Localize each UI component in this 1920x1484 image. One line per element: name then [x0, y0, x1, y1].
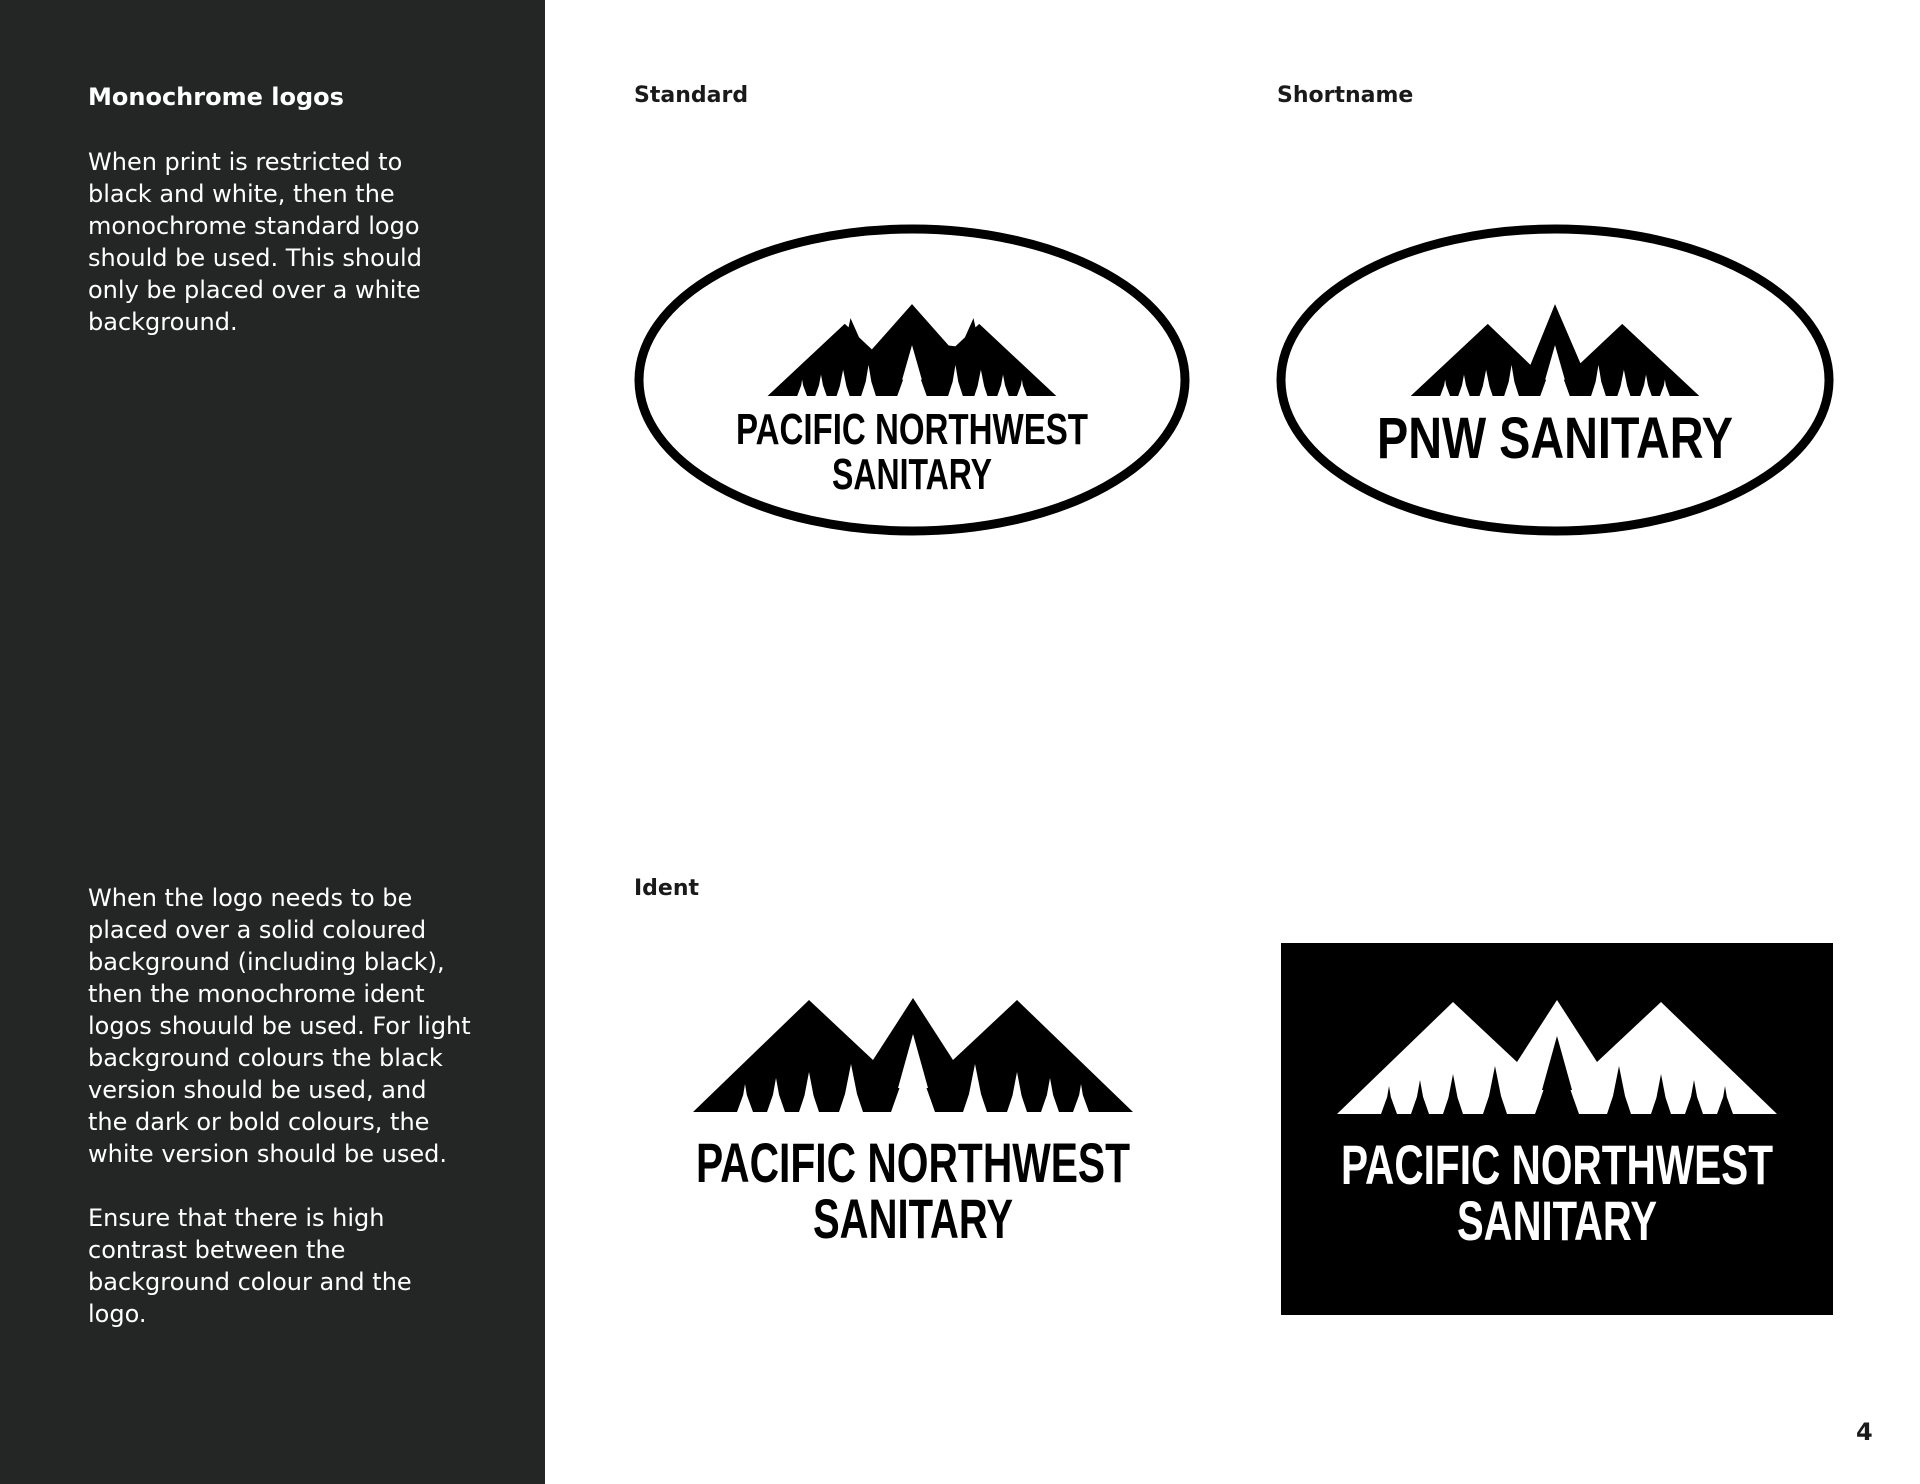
logo-line-1: PACIFIC NORTHWEST [696, 1131, 1130, 1194]
logo-line-2: SANITARY [832, 450, 992, 499]
logo-line-2: SANITARY [1457, 1189, 1657, 1252]
ident-black-logo [690, 998, 1136, 1262]
section-title: Monochrome logos [88, 83, 344, 111]
standard-label: Standard [634, 83, 749, 108]
contrast-paragraph: Ensure that there is high contrast between the background colour and the logo. [88, 1204, 412, 1328]
ident-label: Ident [634, 876, 700, 901]
black-background-panel [1281, 943, 1833, 1315]
logo-line-1: PACIFIC NORTHWEST [736, 405, 1089, 454]
shortname-logo [1276, 224, 1834, 537]
page-number: 4 [1856, 1418, 1873, 1446]
standard-logo [634, 224, 1190, 536]
intro-paragraph: When print is restricted to black and white, then the monochrome standard logo should be used. This should only be placed over a white background. [88, 148, 422, 336]
ident-white-logo [1281, 943, 1833, 1315]
mountain-trees-icon [693, 998, 1133, 1112]
sidebar [0, 0, 545, 1484]
shortname-label: Shortname [1277, 83, 1414, 108]
ident-paragraph: When the logo needs to be placed over a solid coloured background (including black), then the monochrome ident logos shouuld be used. For light background colours the black version should be used, and the dark or bold colours, the white version should be used. [88, 884, 471, 1168]
logo-line-1: PACIFIC NORTHWEST [1341, 1133, 1773, 1196]
logo-line-2: SANITARY [813, 1187, 1013, 1250]
logo-line-1: PNW SANITARY [1377, 406, 1733, 471]
